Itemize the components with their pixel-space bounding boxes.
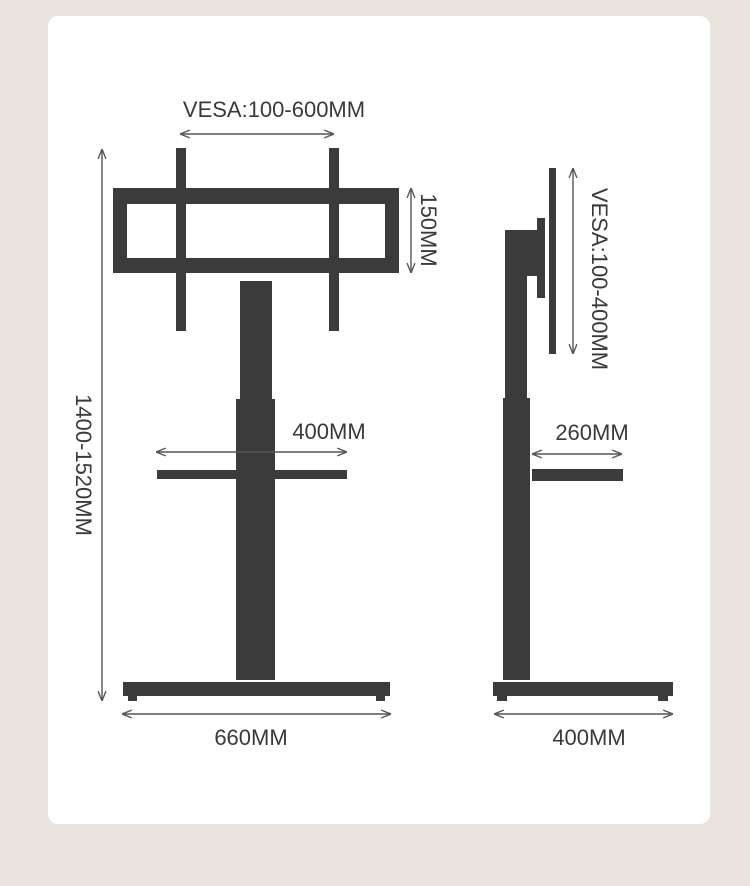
vesa-width-label: VESA:100-600MM [182,97,366,122]
shelf-width-label: 400MM [292,419,366,444]
shelf-depth-label: 260MM [555,420,629,445]
side-vesa-plate [549,168,556,354]
front-view [71,97,441,750]
height-range-label: 1400-1520MM [71,394,96,536]
side-shelf [532,469,623,481]
front-bracket-frame [113,188,399,273]
front-base [123,682,390,696]
side-view [493,168,673,750]
side-foot-left [497,696,507,701]
vesa-height-label: VESA:100-400MM [587,187,612,371]
side-base [493,682,673,696]
front-shelf [157,470,347,479]
base-depth-label: 400MM [552,725,626,750]
side-mount-plate [527,230,537,276]
front-upper-column [240,281,272,401]
front-vesa-arm-right [329,148,339,331]
side-foot-right [658,696,668,701]
side-lower-column [503,398,530,680]
side-mount-bracket [537,218,545,298]
front-lower-column [236,399,275,680]
front-foot-left [128,696,137,701]
front-vesa-arm-left [176,148,186,331]
base-width-label: 660MM [214,725,288,750]
side-upper-column [505,230,527,400]
bracket-height-label: 150MM [416,193,441,267]
front-foot-right [376,696,385,701]
